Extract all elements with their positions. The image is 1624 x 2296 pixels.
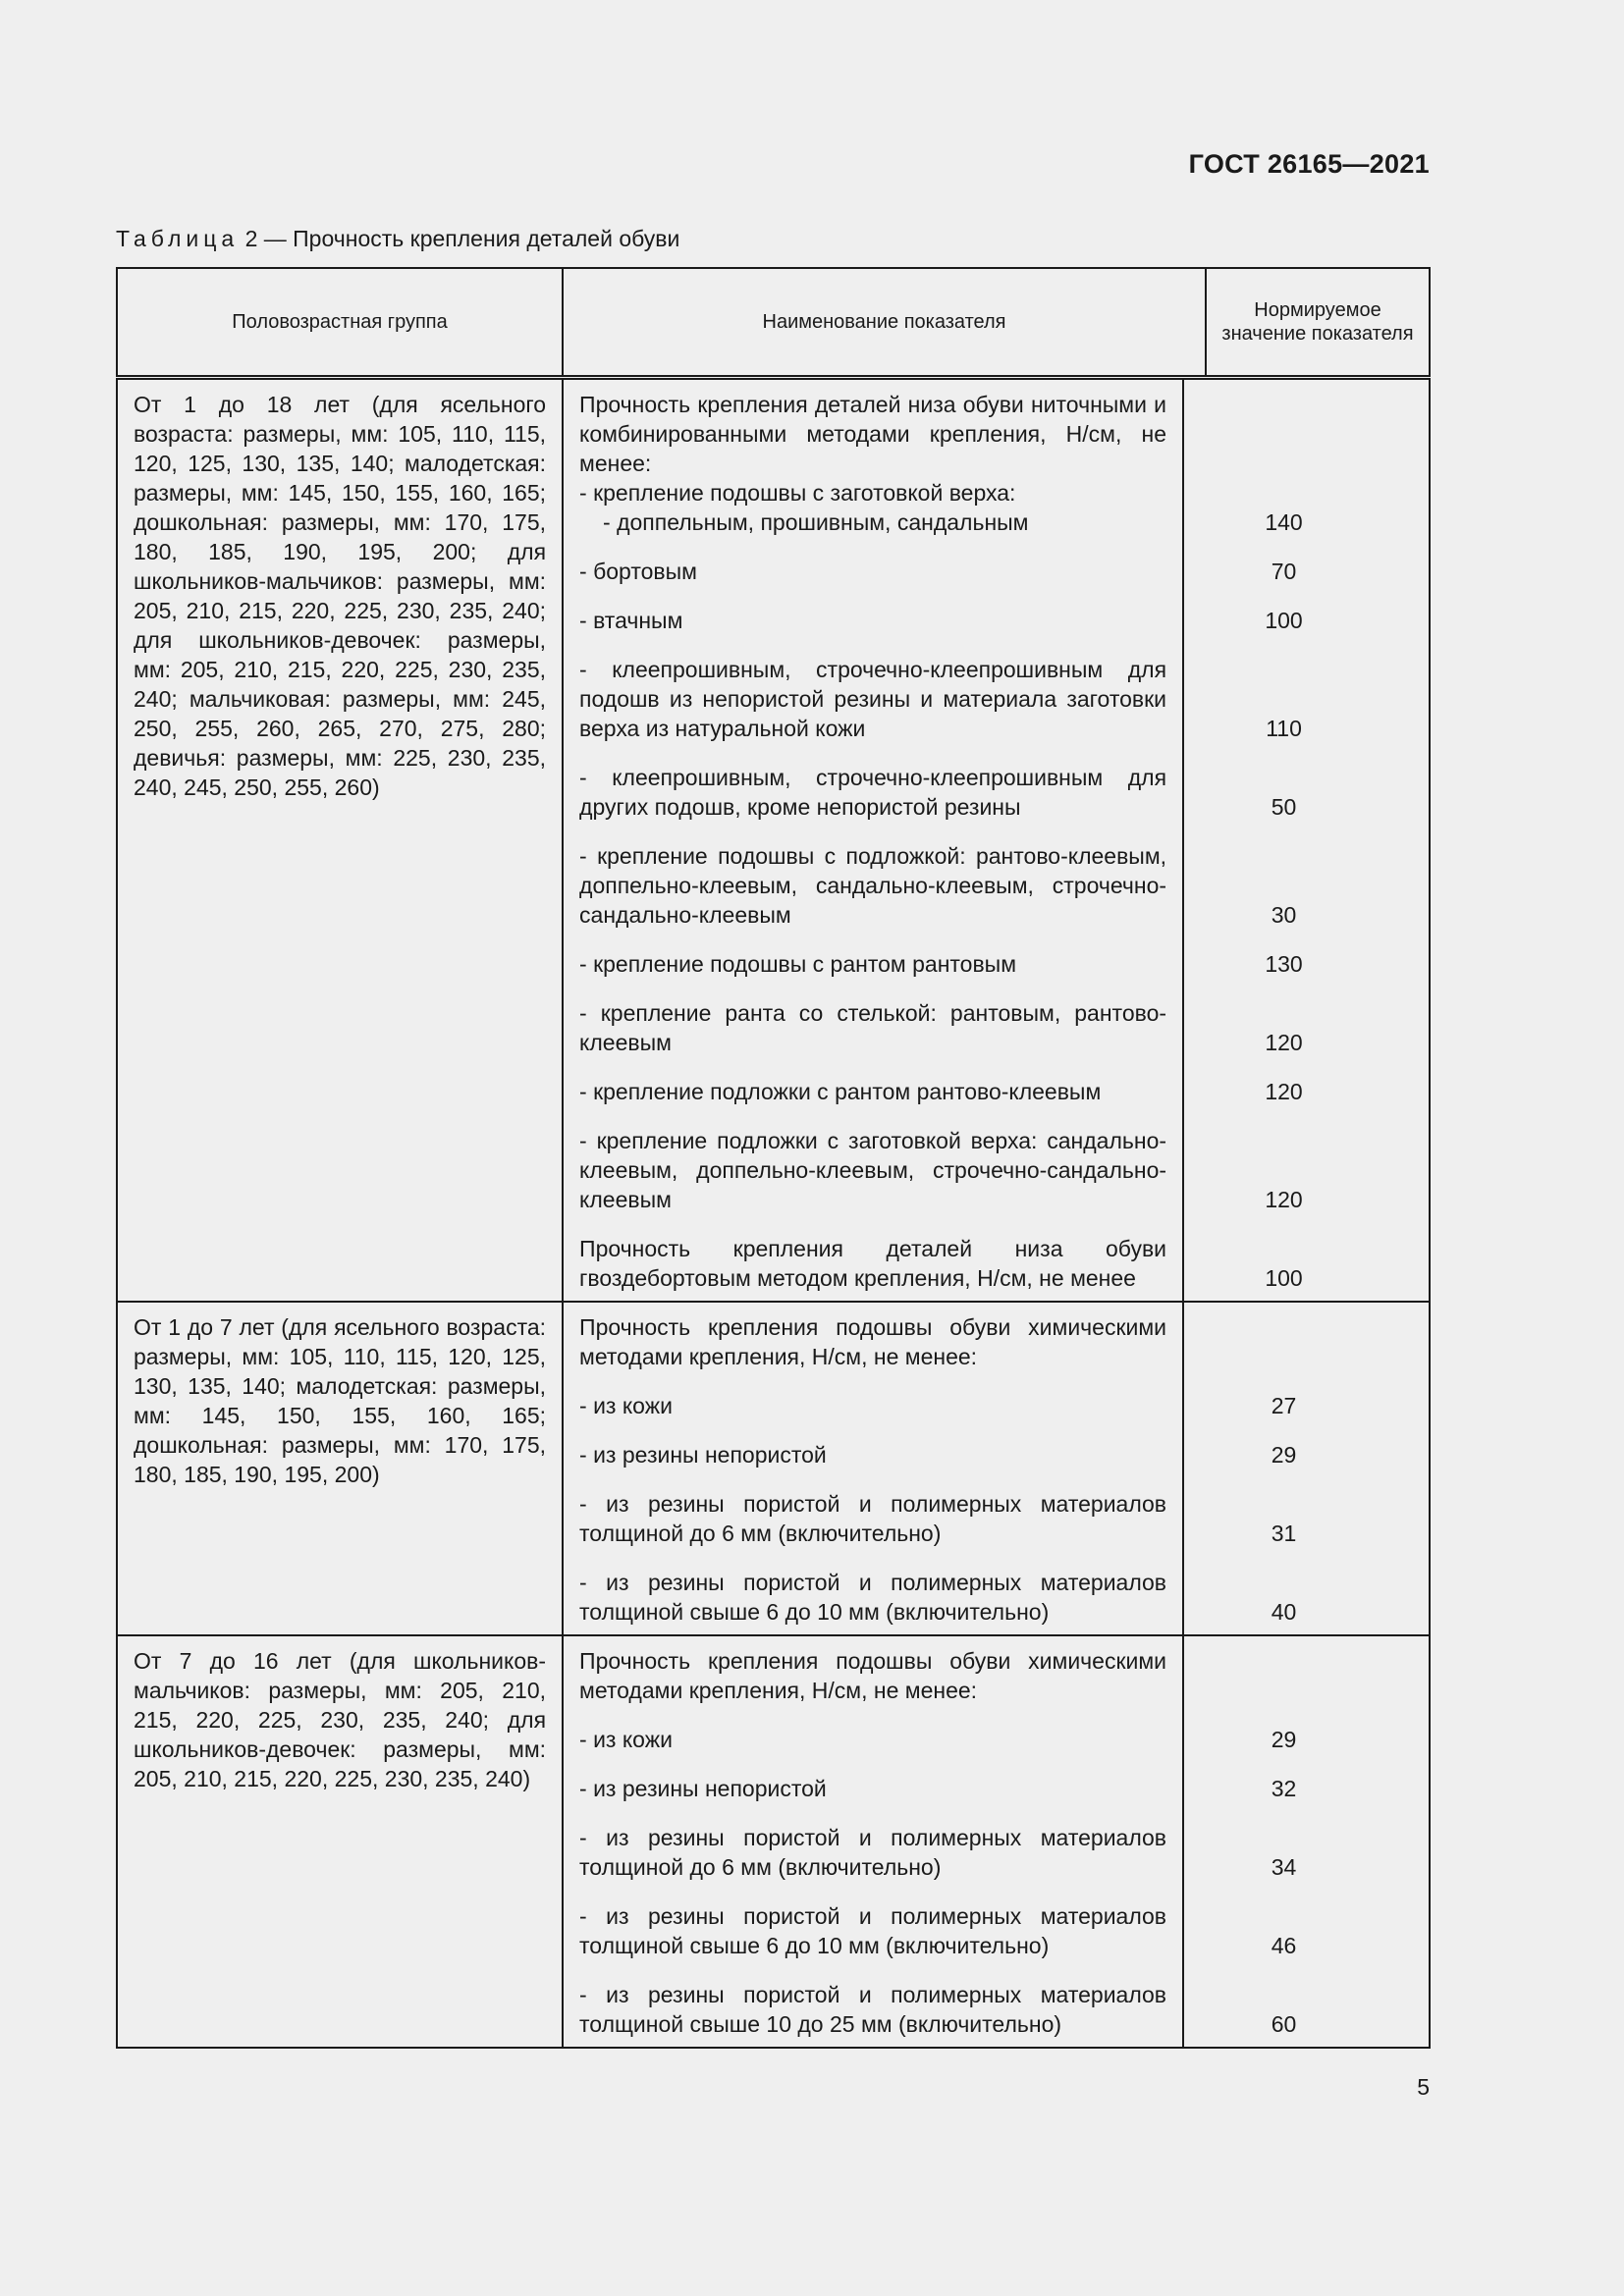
indicator-line: - клеепрошивным, строчечно-клеепрошивным для других подошв, кроме непористой резины bbox=[579, 765, 1167, 820]
value-cell: 140 bbox=[1265, 509, 1303, 535]
indicator-intro: Прочность крепления подошвы обуви химическими методами крепления, Н/см, не менее: bbox=[579, 1648, 1167, 1703]
value-cell: 29 bbox=[1271, 1727, 1297, 1752]
indicator-text bbox=[564, 949, 1182, 979]
indicator-line: Прочность крепления деталей низа обуви гвоздебортовым методом крепления, Н/см, не менее bbox=[579, 1236, 1167, 1291]
indicator-text bbox=[564, 606, 1182, 635]
column-header-value: Нормируемое значение показателя bbox=[1206, 268, 1430, 378]
value-cell: 120 bbox=[1265, 1030, 1303, 1055]
value-cell: 100 bbox=[1265, 1265, 1303, 1291]
indicator-line: - крепление ранта со стелькой: рантовым, рантово-клеевым bbox=[579, 1000, 1167, 1055]
indicator-text bbox=[564, 557, 1182, 586]
value-cell: 130 bbox=[1265, 951, 1303, 977]
indicator-line: - доппельным, прошивным, сандальным bbox=[603, 509, 1029, 535]
indicator-text bbox=[564, 390, 1182, 537]
indicator-line: - крепление подложки с рантом рантово-клеевым bbox=[579, 1079, 1102, 1104]
indicator-text bbox=[564, 1489, 1182, 1548]
column-divider bbox=[1182, 380, 1184, 1301]
table-section bbox=[117, 1635, 1430, 2048]
column-divider bbox=[1182, 1636, 1184, 2047]
indicator-text bbox=[564, 1725, 1182, 1754]
age-group-cell: От 7 до 16 лет (для школьников-мальчиков: размеры, мм: 205, 210, 215, 220, 225, 230, 235, 240; для школьников-девочек: размеры, мм: 205, 210, 215, 220, 225, 230, 235, 240) bbox=[117, 1635, 563, 2048]
indicator-line: - из резины непористой bbox=[579, 1776, 827, 1801]
indicator-text bbox=[564, 763, 1182, 822]
value-cell: 27 bbox=[1271, 1393, 1297, 1418]
table-section bbox=[117, 378, 1430, 1303]
indicator-text bbox=[564, 1391, 1182, 1420]
section-rows bbox=[564, 1303, 1429, 1634]
indicator-line: - из резины непористой bbox=[579, 1442, 827, 1468]
section-rows bbox=[564, 380, 1429, 1301]
indicator-line: - крепление подошвы с рантом рантовым bbox=[579, 951, 1017, 977]
value-cell: 40 bbox=[1271, 1599, 1297, 1625]
section-rows bbox=[564, 1636, 1429, 2047]
value-cell: 100 bbox=[1265, 608, 1303, 633]
strength-table bbox=[116, 267, 1431, 2049]
value-cell-empty bbox=[1182, 1646, 1385, 1725]
indicator-line: - из резины пористой и полимерных материалов толщиной до 6 мм (включительно) bbox=[579, 1491, 1167, 1546]
indicator-text bbox=[564, 1774, 1182, 1803]
indicator-text bbox=[564, 841, 1182, 930]
value-cell: 60 bbox=[1271, 2011, 1297, 2037]
page-number: 5 bbox=[1417, 2074, 1430, 2100]
value-cell-empty bbox=[1182, 1312, 1385, 1391]
value-cell: 30 bbox=[1271, 902, 1297, 928]
table-caption bbox=[116, 226, 679, 252]
value-cell: 46 bbox=[1271, 1933, 1297, 1958]
indicator-text bbox=[564, 1568, 1182, 1627]
table-header-row bbox=[117, 268, 1430, 378]
indicator-intro: Прочность крепления подошвы обуви химическими методами крепления, Н/см, не менее: bbox=[579, 1314, 1167, 1369]
indicator-block bbox=[563, 1302, 1430, 1635]
indicator-line: - из резины пористой и полимерных материалов толщиной свыше 6 до 10 мм (включительно) bbox=[579, 1903, 1167, 1958]
indicator-text bbox=[564, 998, 1182, 1057]
indicator-text bbox=[564, 1823, 1182, 1882]
indicator-text bbox=[564, 1980, 1182, 2039]
indicator-line: - бортовым bbox=[579, 559, 697, 584]
indicator-text bbox=[564, 1901, 1182, 1960]
indicator-line: - из кожи bbox=[579, 1393, 673, 1418]
value-cell: 34 bbox=[1271, 1854, 1297, 1880]
column-divider bbox=[1182, 1303, 1184, 1634]
indicator-text bbox=[564, 1126, 1182, 1214]
indicator-line: - крепление подложки с заготовкой верха: сандально-клеевым, доппельно-клеевым, строчечно-сандально-клеевым bbox=[579, 1128, 1167, 1212]
indicator-line: - из резины пористой и полимерных материалов толщиной свыше 6 до 10 мм (включительно) bbox=[579, 1570, 1167, 1625]
indicator-line: - втачным bbox=[579, 608, 683, 633]
indicator-text bbox=[564, 1077, 1182, 1106]
indicator-line: - из резины пористой и полимерных материалов толщиной свыше 10 до 25 мм (включительно) bbox=[579, 1982, 1167, 2037]
value-cell: 31 bbox=[1271, 1521, 1297, 1546]
indicator-block bbox=[563, 378, 1430, 1303]
indicator-text bbox=[564, 1440, 1182, 1469]
caption-word: Таблица bbox=[116, 226, 240, 251]
value-cell: 120 bbox=[1265, 1079, 1303, 1104]
value-cell: 110 bbox=[1266, 716, 1302, 741]
indicator-line: - крепление подошвы с подложкой: рантово-клеевым, доппельно-клеевым, сандально-клеевым, строчечно-сандально-клеевым bbox=[579, 843, 1167, 928]
standard-number: ГОСТ 26165—2021 bbox=[1188, 149, 1430, 179]
indicator-line: - из резины пористой и полимерных материалов толщиной до 6 мм (включительно) bbox=[579, 1825, 1167, 1880]
age-group-cell: От 1 до 7 лет (для ясельного возраста: размеры, мм: 105, 110, 115, 120, 125, 130, 135, 140; малодетская: размеры, мм: 145, 150, 155, 160, 165; дошкольная: размеры, мм: 170, 175, 180, 185, 190, 195, 200) bbox=[117, 1302, 563, 1635]
indicator-text bbox=[564, 1234, 1182, 1293]
value-cell: 120 bbox=[1265, 1187, 1303, 1212]
indicator-block bbox=[563, 1635, 1430, 2048]
value-cell: 50 bbox=[1271, 794, 1297, 820]
column-header-indicator: Наименование показателя bbox=[563, 268, 1206, 378]
column-header-group: Половозрастная группа bbox=[117, 268, 563, 378]
age-group-cell: От 1 до 18 лет (для ясельного возраста: размеры, мм: 105, 110, 115, 120, 125, 130, 135, 140; малодетская: размеры, мм: 145, 150, 155, 160, 165; дошкольная: размеры, мм: 170, 175, 180, 185, 190, 195, 200; для школьников-мальчиков: размеры, мм: 205, 210, 215, 220, 225, 230, 235, 240; для школьников-девочек: размеры, мм: 205, 210, 215, 220, 225, 230, 235, 240; мальчиковая: размеры, мм: 245, 250, 255, 260, 265, 270, 275, 280; девичья: размеры, мм: 225, 230, 235, 240, 245, 250, 255, 260) bbox=[117, 378, 563, 1303]
value-cell: 29 bbox=[1271, 1442, 1297, 1468]
indicator-line: Прочность крепления деталей низа обуви ниточными и комбинированными методами крепления, Н/см, не менее: bbox=[579, 392, 1167, 476]
value-cell: 70 bbox=[1271, 559, 1297, 584]
value-cell: 32 bbox=[1271, 1776, 1297, 1801]
indicator-line: - из кожи bbox=[579, 1727, 673, 1752]
indicator-line: - крепление подошвы с заготовкой верха: bbox=[579, 480, 1016, 506]
indicator-text bbox=[564, 655, 1182, 743]
caption-text: 2 — Прочность крепления деталей обуви bbox=[244, 226, 680, 251]
table-section bbox=[117, 1302, 1430, 1635]
indicator-line: - клеепрошивным, строчечно-клеепрошивным для подошв из непористой резины и материала заготовки верха из натуральной кожи bbox=[579, 657, 1167, 741]
